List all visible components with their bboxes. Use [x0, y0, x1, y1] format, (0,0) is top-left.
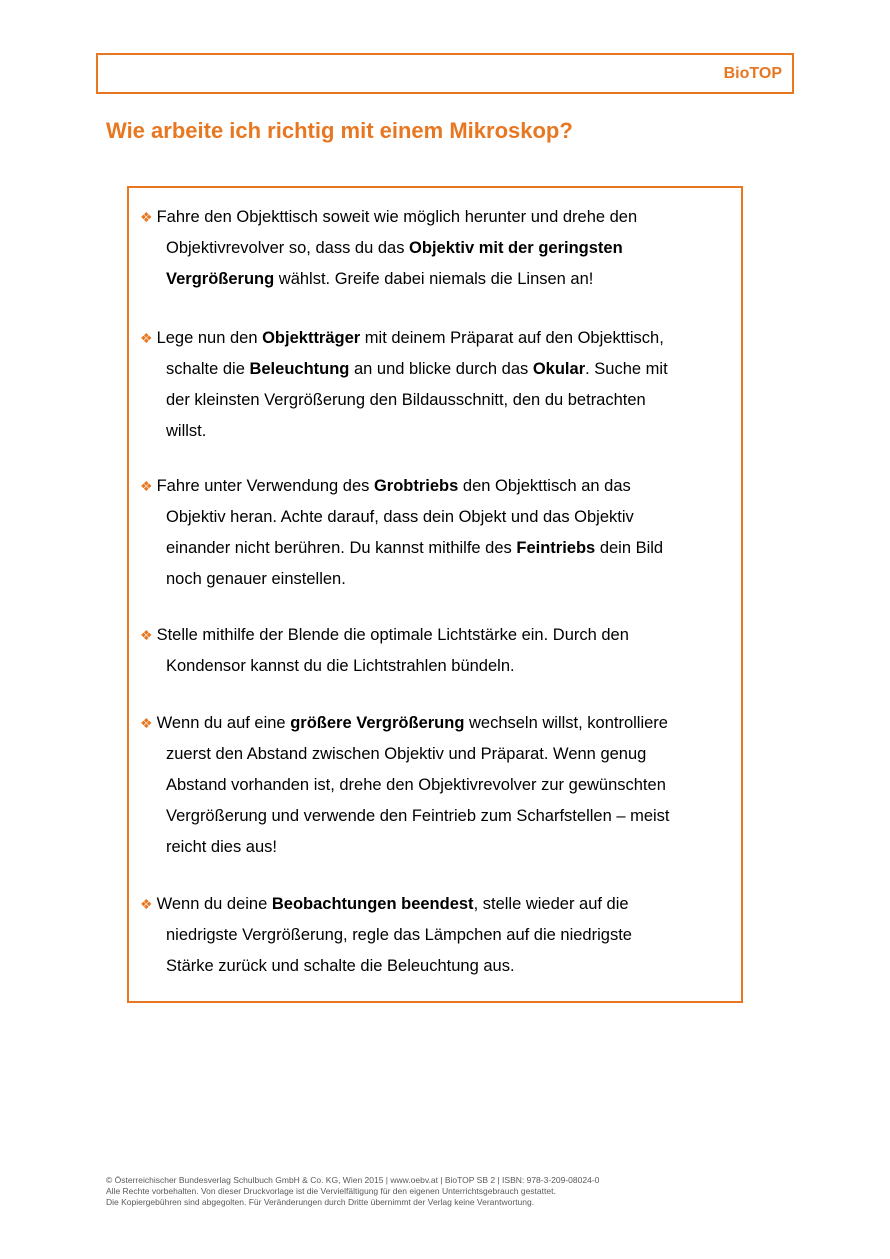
- instruction-line: [140, 801, 730, 832]
- header-bar: [96, 53, 794, 94]
- text-segment: zuerst den Abstand zwischen Objektiv und Präparat. Wenn genug: [166, 745, 647, 763]
- instruction-line: [140, 323, 730, 354]
- instruction-line: [140, 564, 730, 595]
- text-segment: Fahre unter Verwendung des: [156, 477, 374, 495]
- text-segment: noch genauer einstellen.: [166, 570, 346, 588]
- instruction-line: [140, 651, 730, 682]
- instruction-line: [140, 416, 730, 447]
- instruction-item: [140, 471, 730, 595]
- bold-term: Beobachtungen beendest: [271, 895, 474, 913]
- text-segment: einander nicht berühren. Du kannst mithilfe des: [166, 539, 517, 557]
- instruction-line: [140, 708, 730, 739]
- instruction-line: [140, 620, 730, 651]
- text-segment: dein Bild: [595, 539, 664, 557]
- instruction-line: [140, 770, 730, 801]
- instruction-line: [140, 951, 730, 982]
- text-segment: Stärke zurück und schalte die Beleuchtung aus.: [166, 957, 515, 975]
- instruction-item: [140, 202, 730, 295]
- text-segment: reicht dies aus!: [166, 838, 277, 856]
- instruction-item: [140, 620, 730, 682]
- instruction-box: [127, 186, 743, 1003]
- instruction-line: [140, 889, 730, 920]
- bold-term: Beleuchtung: [249, 360, 350, 378]
- text-segment: . Suche mit: [585, 360, 668, 378]
- instruction-line: [140, 385, 730, 416]
- bold-term: Okular: [532, 360, 586, 378]
- diamond-bullet-icon: ❖: [140, 627, 153, 643]
- text-segment: den Objekttisch an das: [458, 477, 631, 495]
- text-segment: Abstand vorhanden ist, drehe den Objektivrevolver zur gewünschten: [166, 776, 666, 794]
- text-segment: Kondensor kannst du die Lichtstrahlen bündeln.: [166, 657, 515, 675]
- instruction-item: [140, 708, 730, 863]
- text-segment: , stelle wieder auf die: [473, 895, 629, 913]
- text-segment: schalte die: [166, 360, 250, 378]
- text-segment: Lege nun den: [156, 329, 263, 347]
- instruction-line: [140, 739, 730, 770]
- text-segment: Wenn du auf eine: [156, 714, 291, 732]
- text-segment: Fahre den Objekttisch soweit wie möglich herunter und drehe den: [156, 208, 638, 226]
- bold-term: Grobtriebs: [373, 477, 459, 495]
- brand-label: BioTOP: [723, 65, 782, 82]
- instruction-line: [140, 233, 730, 264]
- diamond-bullet-icon: ❖: [140, 330, 153, 346]
- text-segment: Stelle mithilfe der Blende die optimale Lichtstärke ein. Durch den: [156, 626, 629, 644]
- text-segment: Objektivrevolver so, dass du das: [166, 239, 410, 257]
- text-segment: Vergrößerung und verwende den Feintrieb zum Scharfstellen – meist: [166, 807, 670, 825]
- diamond-bullet-icon: ❖: [140, 478, 153, 494]
- bold-term: Objektiv mit der geringsten: [409, 239, 623, 257]
- bold-term: Objektträger: [262, 329, 361, 347]
- instruction-line: [140, 533, 730, 564]
- text-segment: niedrigste Vergrößerung, regle das Lämpchen auf die niedrigste: [166, 926, 632, 944]
- instruction-line: [140, 502, 730, 533]
- instruction-item: [140, 323, 730, 447]
- bold-term: Vergrößerung: [166, 270, 275, 288]
- instruction-line: [140, 264, 730, 295]
- text-segment: wechseln willst, kontrolliere: [464, 714, 668, 732]
- instruction-item: [140, 889, 730, 982]
- diamond-bullet-icon: ❖: [140, 715, 153, 731]
- footer-copyright: © Österreichischer Bundesverlag Schulbuch GmbH & Co. KG, Wien 2015 | www.oebv.at | BioTOP SB 2 | ISBN: 978-3-209-08024-0: [106, 1175, 600, 1185]
- footer-disclaimer: Die Kopiergebühren sind abgegolten. Für Veränderungen durch Dritte übernimmt der Verlag keine Verantwortung.: [106, 1197, 535, 1207]
- text-segment: an und blicke durch das: [349, 360, 533, 378]
- text-segment: Wenn du deine: [156, 895, 272, 913]
- page-title: Wie arbeite ich richtig mit einem Mikroskop?: [106, 118, 573, 143]
- footer-rights: Alle Rechte vorbehalten. Von dieser Druckvorlage ist die Vervielfältigung für den eigenen Unterrichtsgebrauch gestattet.: [106, 1186, 556, 1196]
- diamond-bullet-icon: ❖: [140, 209, 153, 225]
- footer: [106, 1175, 599, 1208]
- text-segment: Objektiv heran. Achte darauf, dass dein Objekt und das Objektiv: [166, 508, 634, 526]
- instruction-line: [140, 354, 730, 385]
- instruction-line: [140, 471, 730, 502]
- text-segment: mit deinem Präparat auf den Objekttisch,: [360, 329, 664, 347]
- bold-term: Feintriebs: [516, 539, 596, 557]
- text-segment: willst.: [166, 422, 207, 440]
- text-segment: der kleinsten Vergrößerung den Bildausschnitt, den du betrachten: [166, 391, 646, 409]
- diamond-bullet-icon: ❖: [140, 896, 153, 912]
- text-segment: wählst. Greife dabei niemals die Linsen an!: [274, 270, 594, 288]
- bold-term: größere Vergrößerung: [290, 714, 465, 732]
- instruction-line: [140, 920, 730, 951]
- instruction-line: [140, 202, 730, 233]
- instruction-line: [140, 832, 730, 863]
